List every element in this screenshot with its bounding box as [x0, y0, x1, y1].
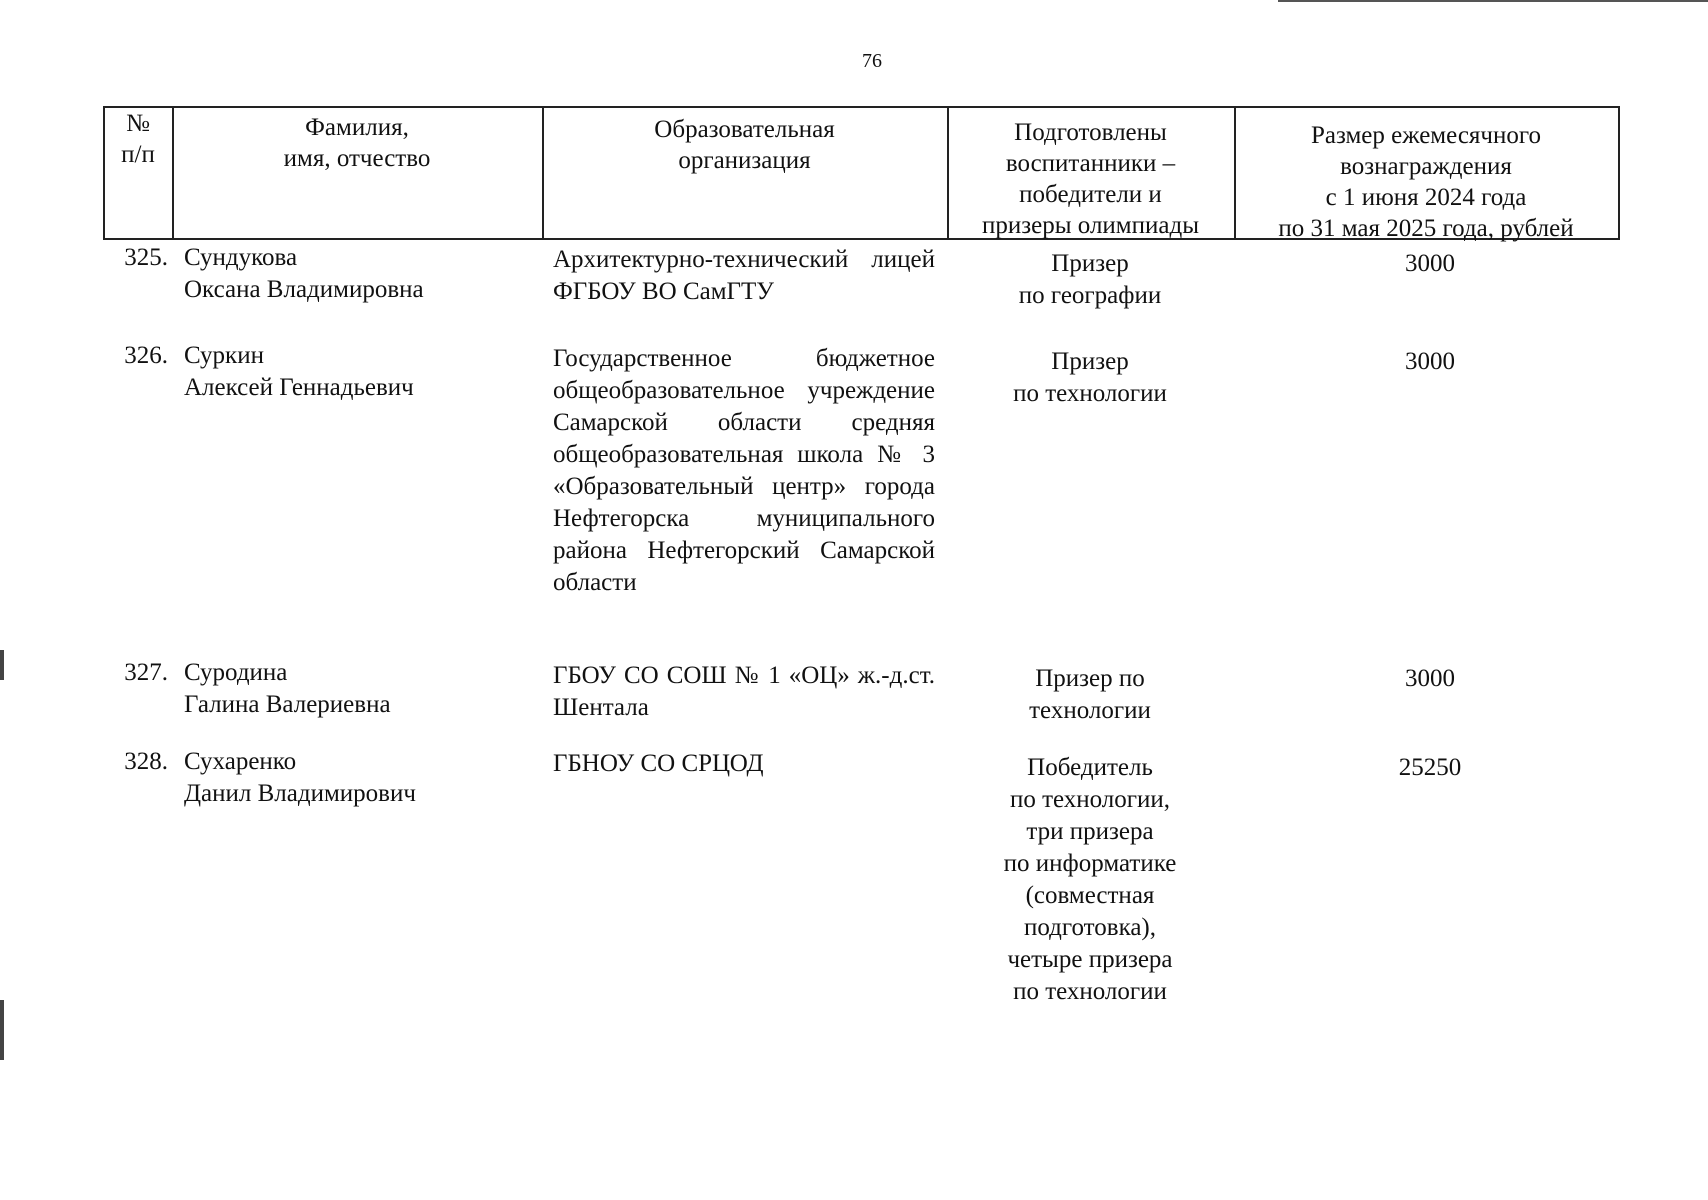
row-name: Суродина Галина Валериевна [184, 659, 391, 718]
row-result: Призер по географии [1018, 250, 1162, 309]
row-organization: Архитектурно-технический лицей ФГБОУ ВО СамГТУ [553, 246, 935, 305]
row-name: Суркин Алексей Геннадьевич [184, 342, 414, 401]
row-result: Призер по технологии [1013, 348, 1167, 407]
scan-edge-mark [0, 1000, 4, 1060]
row-name: Сухаренко Данил Владимирович [184, 748, 416, 807]
header-organization: Образовательная организация [654, 116, 835, 174]
header-amount: Размер ежемесячного вознаграждения с 1 июня 2024 года по 31 мая 2025 года, рублей [1278, 122, 1574, 242]
header-results: Подготовлены воспитанники – победители и призеры олимпиады [982, 119, 1199, 239]
row-organization: ГБОУ СО СОШ № 1 «ОЦ» ж.-д.ст. Шентала [553, 662, 935, 721]
row-number: 326. [124, 342, 168, 369]
page-number: 76 [862, 50, 882, 72]
scan-edge-line [1278, 0, 1708, 2]
row-amount: 3000 [1405, 250, 1455, 277]
row-number: 328. [124, 748, 168, 775]
row-number: 325. [124, 244, 168, 271]
header-name: Фамилия, имя, отчество [283, 114, 431, 172]
row-number: 327. [124, 659, 168, 686]
row-amount: 25250 [1398, 754, 1462, 781]
row-amount: 3000 [1405, 665, 1455, 692]
row-organization: Государственное бюджетное общеобразовательное учреждение Самарской области средняя общеобразовательная школа № 3 «Образовательный центр» города Нефтегорска муниципального района Нефтегорский Самарской области [553, 345, 935, 596]
row-result: Призер по технологии [1029, 665, 1151, 724]
row-amount: 3000 [1405, 348, 1455, 375]
scan-edge-mark [0, 650, 4, 680]
header-number: № п/п [121, 110, 155, 168]
row-name: Сундукова Оксана Владимировна [184, 244, 424, 303]
row-result: Победитель по технологии, три призера по информатике (совместная подготовка), четыре призера по технологии [1003, 754, 1177, 1005]
row-organization: ГБНОУ СО СРЦОД [553, 750, 764, 777]
